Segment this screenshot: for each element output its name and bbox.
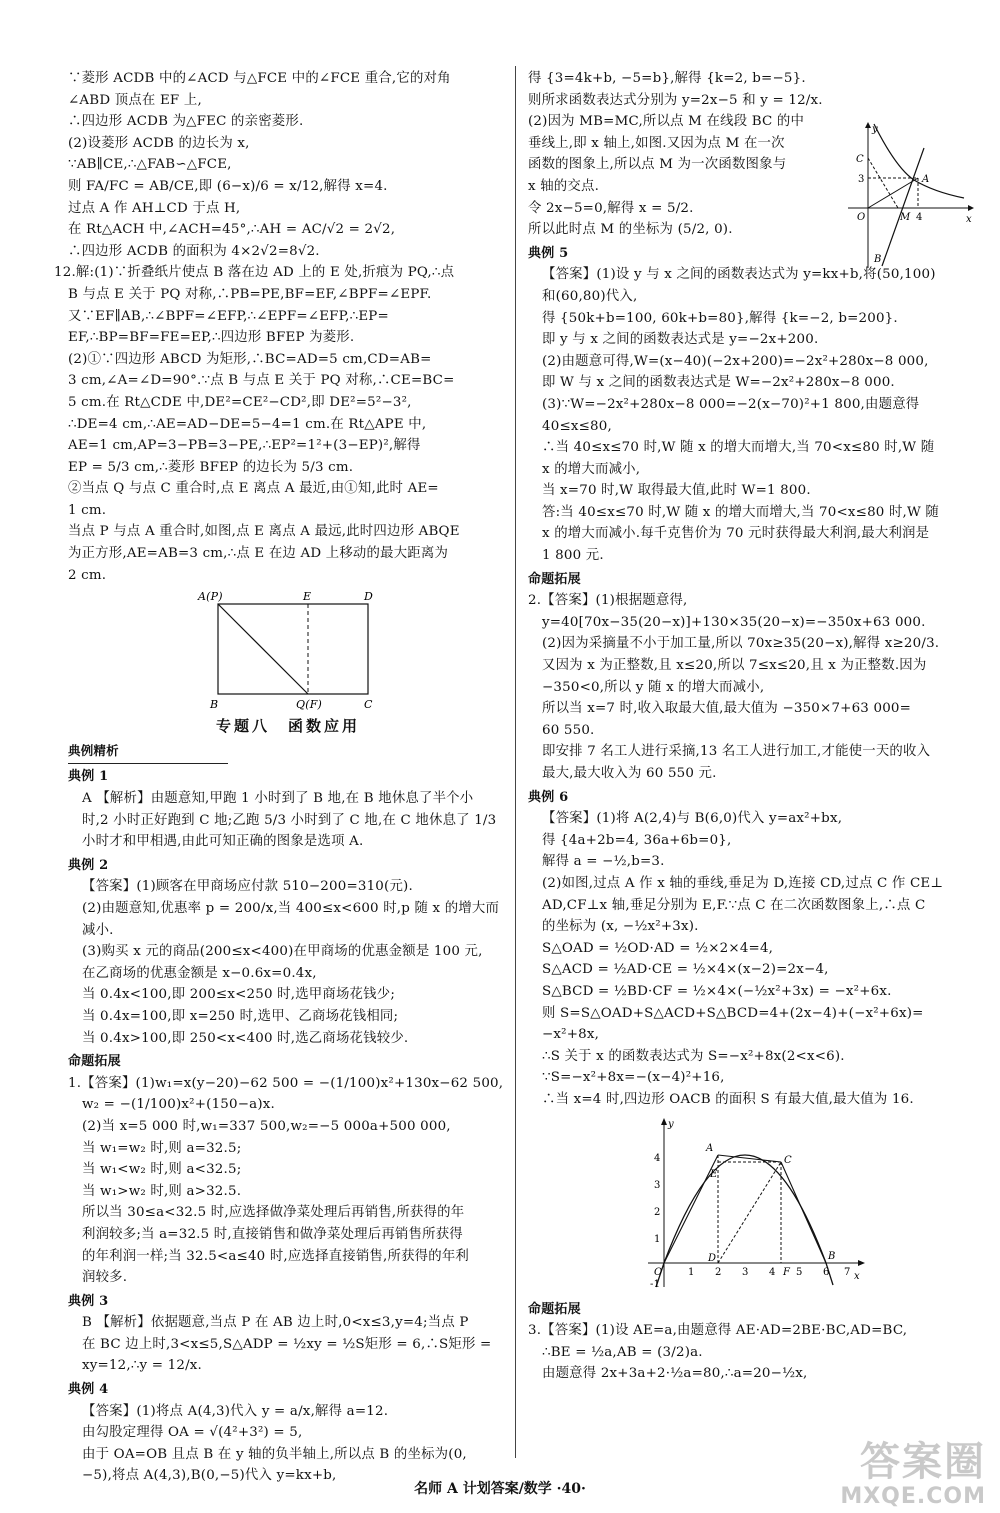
text-line: 又因为 x 为正整数,且 x≤20,所以 7≤x≤20,且 x 为正整数.因为	[542, 658, 927, 674]
text-line: 2 cm.	[68, 567, 107, 583]
label-o: O	[857, 212, 866, 223]
extension-2-label: 命题拓展	[528, 571, 581, 587]
text-line: 利润较多;当 a=32.5 时,直接销售和做净菜处理后再销售所获得	[82, 1226, 463, 1242]
text-line: ∴四边形 ACDB 的面积为 4×2√2=8√2.	[68, 243, 320, 259]
function-graph-figure	[838, 120, 974, 270]
text-line: 则 FA/FC = AB/CE,即 (6−x)/6 = x/12,解得 x=4.	[68, 178, 388, 194]
text-line: ∴DE=4 cm,∴AE=AD−DE=5−4=1 cm.在 Rt△APE 中,	[68, 416, 427, 432]
y-axis-arrow	[661, 1118, 667, 1125]
x-tick-7: 7	[844, 1266, 851, 1278]
dashed-cd	[718, 1162, 781, 1263]
line-y-2x-5	[882, 148, 924, 266]
text-line: EF,∴BP=BF=FE=EP,∴四边形 BFEP 为菱形.	[68, 330, 355, 346]
text-line: 1 cm.	[68, 502, 107, 518]
text-line: 40≤x≤80,	[542, 418, 612, 434]
x-axis-arrow	[858, 1260, 865, 1266]
text-line: 当 w₁>w₂ 时,则 a>32.5.	[82, 1183, 242, 1199]
text-line: ∴当 x=4 时,四边形 OACB 的面积 S 有最大值,最大值为 16.	[542, 1091, 914, 1107]
text-line: S△BCD = ½BD·CF = ½×4×(−½x²+3x) = −x²+6x.	[542, 983, 892, 999]
text-line: y=40[70x−35(20−x)]+130×35(20−x)=−350x+63 000.	[542, 614, 926, 630]
label-f: F	[783, 1266, 791, 1278]
label-four: 4	[916, 212, 923, 223]
text-line: 【答案】(1)设 y 与 x 之间的函数表达式为 y=kx+b,将(50,100)	[542, 267, 936, 283]
label-c: C	[856, 154, 864, 165]
text-line: x 的增大而减小.每千克售价为 70 元时获得最大利润,最大利润是	[542, 526, 930, 542]
text-line: AD,CF⊥x 轴,垂足分别为 E,F.∵点 C 在二次函数图象上,∴点 C	[542, 897, 926, 913]
label-m: M	[900, 212, 911, 223]
example-4-label: 典例 4	[68, 1382, 109, 1398]
parabola-figure	[628, 1115, 868, 1295]
text-line: 的坐标为 (x, −½x²+3x).	[542, 919, 699, 935]
x-tick-6: 6	[823, 1266, 830, 1278]
example-1-body	[68, 788, 508, 853]
label-c: C	[784, 1154, 792, 1166]
text-line: 当 x=70 时,W 取得最大值,此时 W=1 800.	[542, 483, 811, 499]
text-line: 3 cm,∠A=∠D=90°.∵点 B 与点 E 关于 PQ 对称,∴CE=BC=	[68, 373, 455, 389]
dashed-cm	[868, 158, 898, 208]
page-footer: 名师 A 计划答案/数学 ·40·	[414, 1481, 586, 1497]
y-tick-2: 2	[654, 1206, 661, 1218]
text-line: 和(60,80)代入,	[542, 288, 638, 304]
text-line: 垂线上,即 x 轴上,如图.又因为点 M 在一次	[528, 135, 785, 151]
text-line: 得 {50k+b=100, 60k+b=80},解得 {k=−2, b=200}.	[542, 310, 898, 326]
text-line: ∴S 关于 x 的函数表达式为 S=−x²+8x(2<x<6).	[542, 1048, 845, 1064]
label-a-p: A(P)	[198, 590, 223, 604]
text-line: B 【解析】依据题意,当点 P 在 AB 边上时,0<x≤3,y=4;当点 P	[82, 1315, 469, 1331]
text-line: EP = 5/3 cm,∴菱形 BFEP 的边长为 5/3 cm.	[68, 459, 354, 475]
text-line: 的年利润一样;当 32.5<a≤40 时,应选择直接销售,所获得的年利	[82, 1248, 470, 1264]
text-line: 答:当 40≤x≤70 时,W 随 x 的增大而增大,当 70<x≤80 时,W 随	[542, 504, 940, 520]
text-line: 润较多.	[82, 1270, 128, 1286]
text-line: ∴四边形 ACDB 为△FEC 的亲密菱形.	[68, 114, 304, 130]
text-line: 为正方形,AE=AB=3 cm,∴点 E 在边 AD 上移动的最大距离为	[68, 546, 449, 562]
text-line: S△OAD = ½OD·AD = ½×2×4=4,	[542, 940, 774, 956]
x-tick-2: 2	[715, 1266, 722, 1278]
text-line: 令 2x−5=0,解得 x = 5/2.	[528, 200, 694, 216]
text-line: 小时才和甲相遇,由此可知正确的图象是选项 A.	[82, 834, 364, 850]
section-rule	[68, 763, 228, 764]
text-line: S△ACD = ½AD·CE = ½×4×(x−2)=2x−4,	[542, 962, 829, 978]
extension-1-label: 命题拓展	[68, 1054, 121, 1070]
x-axis-arrow	[968, 205, 974, 211]
text-line: 2.【答案】(1)根据题意得,	[528, 593, 688, 609]
segment-oa	[868, 178, 918, 208]
rectangle-abcd	[218, 604, 368, 694]
extension-1-body	[68, 1073, 508, 1289]
text-line: (2)当 x=5 000 时,w₁=337 500,w₂=−5 000a+500 000,	[82, 1118, 451, 1134]
example-3-body	[68, 1312, 508, 1377]
label-x: x	[966, 214, 972, 225]
text-line: (3)∵W=−2x²+280x−8 000=−2(x−70)²+1 800,由题意得	[542, 396, 920, 412]
extension-2-body	[528, 590, 968, 784]
example-6-body	[528, 808, 968, 1110]
example-4-body	[68, 1401, 508, 1487]
text-line: 当 0.4x<100,即 200≤x<250 时,选甲商场花钱少;	[82, 987, 396, 1003]
text-line: 【答案】(1)将点 A(4,3)代入 y = a/x,解得 a=12.	[82, 1403, 389, 1419]
text-line: 【答案】(1)将 A(2,4)与 B(6,0)代入 y=ax²+bx,	[542, 811, 843, 827]
example-2-label: 典例 2	[68, 857, 109, 873]
text-line: (2)如图,过点 A 作 x 轴的垂线,垂足为 D,连接 CD,过点 C 作 CE⊥	[542, 875, 944, 891]
x-tick-1: 1	[688, 1266, 695, 1278]
y-tick-4: 4	[654, 1152, 661, 1164]
y-tick-neg-1: -1	[650, 1278, 661, 1290]
text-line: ∵S=−x²+8x=−(x−4)²+16,	[542, 1070, 725, 1086]
label-q-f: Q(F)	[296, 698, 323, 712]
label-y: y	[668, 1118, 674, 1130]
text-line: 当 w₁<w₂ 时,则 a<32.5;	[82, 1162, 242, 1178]
text-line: ②当点 Q 与点 C 重合时,点 E 离点 A 最近,由①知,此时 AE=	[68, 481, 439, 497]
label-e: E	[303, 590, 312, 604]
text-line: 所以当 x=7 时,收入取最大值,最大值为 −350×7+63 000=	[542, 701, 912, 717]
y-tick-3: 3	[654, 1179, 661, 1191]
rectangle-folding-figure	[188, 590, 388, 712]
text-line: 又∵EF∥AB,∴∠BPF=∠EFP,∴∠EPF=∠EFP,∴EP=	[68, 308, 389, 324]
text-line: (2)设菱形 ACDB 的边长为 x,	[68, 135, 250, 151]
text-line: 1.【答案】(1)w₁=x(y−20)−62 500 = −(1/100)x²+130x−62 500,	[68, 1075, 504, 1091]
label-x: x	[854, 1270, 860, 1282]
example-2-body	[68, 876, 508, 1049]
label-b: B	[210, 698, 219, 712]
label-d: D	[708, 1252, 717, 1264]
label-o: O	[654, 1266, 663, 1278]
section-title: 专题八 函数应用	[215, 717, 360, 736]
text-line: AE=1 cm,AP=3−PB=3−PE,∴EP²=1²+(3−EP)²,解得	[68, 438, 421, 454]
example-3-label: 典例 3	[68, 1293, 109, 1309]
text-line: 过点 A 作 AH⊥CD 于点 H,	[68, 200, 241, 216]
text-line: x 的增大而减小,	[542, 461, 641, 477]
text-line: 在乙商场的优惠金额是 x−0.6x=0.4x,	[82, 965, 317, 981]
text-line: ∴当 40≤x≤70 时,W 随 x 的增大而增大,当 70<x≤80 时,W 随	[542, 440, 935, 456]
text-line: 当点 P 与点 A 重合时,如图,点 E 离点 A 最远,此时四边形 ABQE	[68, 524, 460, 540]
label-b: B	[828, 1250, 836, 1262]
x-tick-4: 4	[769, 1266, 776, 1278]
text-line: 最大,最大收入为 60 550 元.	[542, 766, 717, 781]
label-e: E	[710, 1168, 718, 1180]
label-a: A	[922, 174, 930, 185]
watermark-cn: 答案圈	[860, 1439, 986, 1485]
text-line: 5 cm.在 Rt△CDE 中,DE²=CE²−CD²,即 DE²=5²−3²,	[68, 394, 412, 410]
text-line: B 与点 E 关于 PQ 对称,∴PB=PE,BF=EF,∠BPF=∠EPF.	[68, 286, 432, 302]
y-axis-arrow	[865, 122, 871, 128]
text-line: (2)由题意知,优惠率 p = 200/x,当 400≤x<600 时,p 随 x 的增大而	[82, 901, 500, 916]
text-line: 由勾股定理得 OA = √(4²+3²) = 5,	[82, 1425, 303, 1441]
text-line: 即 y 与 x 之间的函数表达式是 y=−2x+200.	[542, 332, 819, 348]
text-line: 3.【答案】(1)设 AE=a,由题意得 AE·AD=2BE·BC,AD=BC,	[528, 1323, 908, 1339]
text-line: 时,2 小时正好跑到 C 地;乙跑 5/3 小时到了 C 地,在 C 地休息了 1/3	[82, 812, 497, 828]
text-line: −350<0,所以 y 随 x 的增大而减小,	[542, 679, 765, 695]
column-divider	[515, 66, 516, 1458]
segment-cb	[781, 1162, 826, 1263]
text-line: 得 {4a+2b=4, 36a+6b=0},	[542, 832, 732, 848]
text-line: 当 0.4x=100,即 x=250 时,选甲、乙商场花钱相同;	[82, 1008, 399, 1024]
text-line: 60 550.	[542, 722, 595, 738]
problem-12-line: 12.解:(1)∵折叠纸片使点 B 落在边 AD 上的 E 处,折痕为 PQ,∴点	[54, 265, 455, 281]
label-a: A	[706, 1142, 714, 1154]
text-line: 所以当 30≤a<32.5 时,应选择做净菜处理后再销售,所获得的年	[82, 1205, 465, 1221]
text-line: 在 Rt△ACH 中,∠ACH=45°,∴AH = AC/√2 = 2√2,	[68, 222, 396, 238]
text-line: (2)因为 MB=MC,所以点 M 在线段 BC 的中	[528, 114, 805, 130]
x-tick-3: 3	[742, 1266, 749, 1278]
text-line: (2)因为采摘量不小于加工量,所以 70x≥35(20−x),解得 x≥20/3.	[542, 636, 940, 652]
watermark	[840, 1440, 986, 1509]
left-solution-block	[54, 68, 508, 586]
text-line: (3)购买 x 元的商品(200≤x<400)在甲商场的优惠金额是 100 元,	[82, 944, 483, 960]
text-line: 在 BC 边上时,3<x≤5,S△ADP = ½xy = ½S矩形 = 6,∴S矩形 =	[82, 1336, 492, 1352]
example-5-body	[528, 264, 968, 566]
text-line: ∴BE = ½a,AB = (3/2)a.	[542, 1344, 703, 1360]
label-three: 3	[858, 174, 865, 185]
text-line: 所以此时点 M 的坐标为 (5/2, 0).	[528, 222, 733, 238]
text-line: A 【解析】由题意知,甲跑 1 小时到了 B 地,在 B 地休息了半个小	[82, 791, 474, 807]
extension-3-body	[528, 1320, 968, 1385]
text-line: ∵菱形 ACDB 中的∠ACD 与△FCE 中的∠FCE 重合,它的对角	[68, 71, 451, 86]
right-column	[528, 68, 972, 1385]
example-5-label: 典例 5	[528, 245, 569, 261]
text-line: ∠ABD 顶点在 EF 上,	[68, 92, 202, 108]
text-line: 当 0.4x>100,即 250<x<400 时,选乙商场花钱较少.	[82, 1030, 409, 1046]
text-line: 则所求函数表达式分别为 y=2x−5 和 y = 12/x.	[528, 92, 823, 108]
text-line: −x²+8x,	[542, 1027, 600, 1043]
text-line: 【答案】(1)顾客在甲商场应付款 510−200=310(元).	[82, 879, 413, 895]
parabola-curve	[664, 1155, 833, 1285]
text-line: 由题意得 2x+3a+2·½a=80,∴a=20−½x,	[542, 1366, 808, 1382]
example-6-label: 典例 6	[528, 789, 569, 805]
text-line: 1 800 元.	[542, 548, 604, 564]
extension-3-label: 命题拓展	[528, 1301, 581, 1317]
label-c: C	[364, 698, 373, 712]
section-label: 典例精析	[68, 742, 119, 758]
text-line: 则 S=S△OAD+S△ACD+S△BCD=4+(2x−4)+(−x²+6x)=	[542, 1005, 924, 1021]
diagonal-aq	[218, 604, 308, 694]
text-line: −5),将点 A(4,3),B(0,−5)代入 y=kx+b,	[82, 1468, 337, 1484]
text-line: x 轴的交点.	[528, 178, 600, 194]
example-1-label: 典例 1	[68, 769, 109, 785]
label-b: B	[874, 254, 882, 265]
watermark-en: MXQE.COM	[840, 1484, 986, 1509]
text-line: 即安排 7 名工人进行采摘,13 名工人进行加工,才能使一天的收入	[542, 744, 931, 760]
left-column	[54, 68, 508, 1487]
label-d: D	[364, 590, 374, 604]
text-line: (2)由题意可得,W=(x−40)(−2x+200)=−2x²+280x−8 000,	[542, 353, 929, 369]
text-line: 函数的图象上,所以点 M 为一次函数图象与	[528, 157, 787, 173]
label-y: y	[872, 124, 878, 135]
text-line: 由于 OA=OB 且点 B 在 y 轴的负半轴上,所以点 B 的坐标为(0,	[82, 1446, 467, 1462]
text-line: 减小.	[82, 922, 114, 938]
text-line: 即 W 与 x 之间的函数表达式是 W=−2x²+280x−8 000.	[542, 375, 895, 391]
text-line: 解得 a = −½,b=3.	[542, 854, 665, 870]
x-tick-5: 5	[796, 1266, 803, 1278]
text-line: ∵AB∥CE,∴△FAB∽△FCE,	[68, 157, 232, 173]
text-line: 得 {3=4k+b, −5=b},解得 {k=2, b=−5}.	[528, 71, 806, 86]
segment-ac	[718, 1155, 781, 1162]
text-line: (2)①∵四边形 ABCD 为矩形,∴BC=AD=5 cm,CD=AB=	[68, 351, 432, 367]
text-line: xy=12,∴y = 12/x.	[82, 1358, 203, 1374]
example-4-continuation-text	[528, 68, 828, 241]
text-line: w₂ = −(1/100)x²+(150−a)x.	[82, 1097, 275, 1113]
y-tick-1: 1	[654, 1233, 661, 1245]
text-line: 当 w₁=w₂ 时,则 a=32.5;	[82, 1140, 242, 1156]
